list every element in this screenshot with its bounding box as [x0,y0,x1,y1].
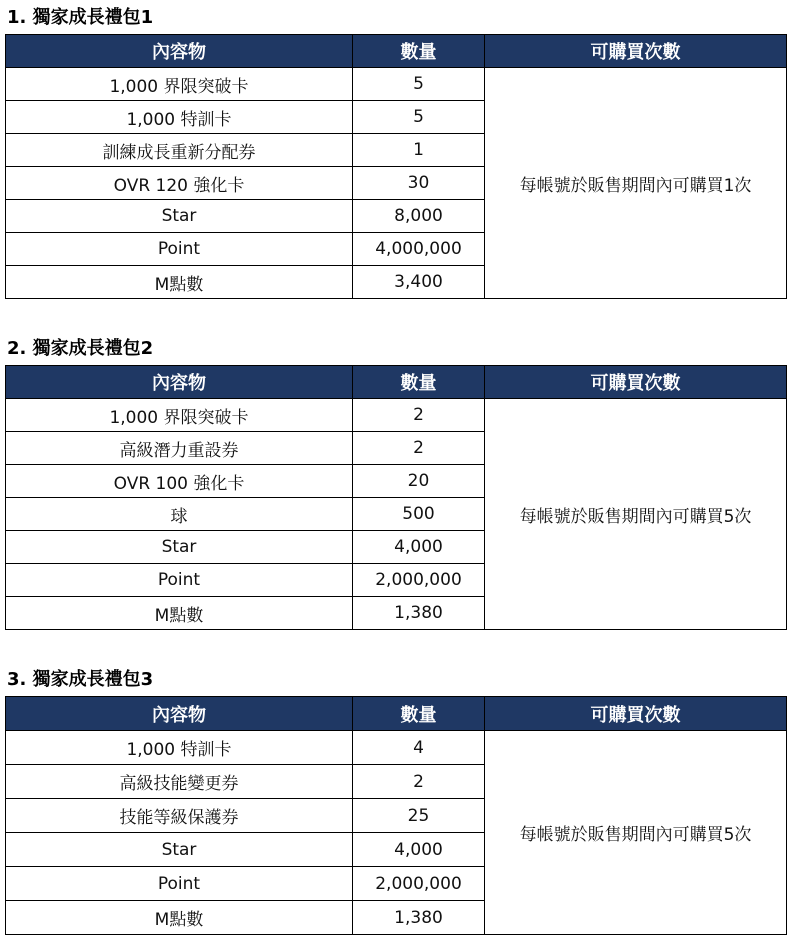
header-quantity: 數量 [353,366,485,399]
header-content: 內容物 [6,366,353,399]
item-quantity: 30 [353,167,485,200]
package-3-table [5,696,787,935]
package-2-table [5,365,787,630]
item-quantity: 5 [353,68,485,101]
item-name: M點數 [6,597,353,630]
item-name: Point [6,867,353,901]
header-content: 內容物 [6,697,353,731]
header-quantity: 數量 [353,697,485,731]
item-quantity: 3,400 [353,266,485,299]
item-quantity: 4,000,000 [353,233,485,266]
purchase-limit: 每帳號於販售期間內可購買5次 [485,399,787,630]
item-name: 訓練成長重新分配券 [6,134,353,167]
item-quantity: 2,000,000 [353,867,485,901]
item-quantity: 1,380 [353,901,485,935]
item-quantity: 8,000 [353,200,485,233]
item-name: Point [6,233,353,266]
item-name: 1,000 界限突破卡 [6,68,353,101]
package-1-title: 1. 獨家成長禮包1 [7,7,154,28]
item-quantity: 5 [353,101,485,134]
table-header-row [6,35,787,68]
item-name: Point [6,564,353,597]
table-header-row [6,366,787,399]
table-row [6,731,787,765]
item-name: 1,000 界限突破卡 [6,399,353,432]
item-name: 1,000 特訓卡 [6,101,353,134]
header-limit: 可購買次數 [485,366,787,399]
item-name: 技能等級保護券 [6,799,353,833]
package-3-title: 3. 獨家成長禮包3 [7,669,154,690]
item-quantity: 2,000,000 [353,564,485,597]
item-name: OVR 120 強化卡 [6,167,353,200]
item-name: Star [6,833,353,867]
table-row [6,68,787,101]
item-quantity: 2 [353,399,485,432]
item-name: 1,000 特訓卡 [6,731,353,765]
item-quantity: 25 [353,799,485,833]
header-limit: 可購買次數 [485,35,787,68]
item-name: M點數 [6,901,353,935]
header-content: 內容物 [6,35,353,68]
header-quantity: 數量 [353,35,485,68]
item-name: Star [6,200,353,233]
item-quantity: 500 [353,498,485,531]
item-quantity: 4 [353,731,485,765]
package-1-table [5,34,787,299]
item-quantity: 4,000 [353,531,485,564]
item-quantity: 1,380 [353,597,485,630]
item-name: 球 [6,498,353,531]
table-row [6,399,787,432]
item-name: 高級潛力重設券 [6,432,353,465]
item-quantity: 4,000 [353,833,485,867]
header-limit: 可購買次數 [485,697,787,731]
item-quantity: 2 [353,432,485,465]
item-name: OVR 100 強化卡 [6,465,353,498]
item-quantity: 20 [353,465,485,498]
table-header-row [6,697,787,731]
item-name: 高級技能變更券 [6,765,353,799]
package-2-title: 2. 獨家成長禮包2 [7,338,154,359]
purchase-limit: 每帳號於販售期間內可購買1次 [485,68,787,299]
item-quantity: 1 [353,134,485,167]
item-name: Star [6,531,353,564]
item-name: M點數 [6,266,353,299]
purchase-limit: 每帳號於販售期間內可購買5次 [485,731,787,935]
item-quantity: 2 [353,765,485,799]
